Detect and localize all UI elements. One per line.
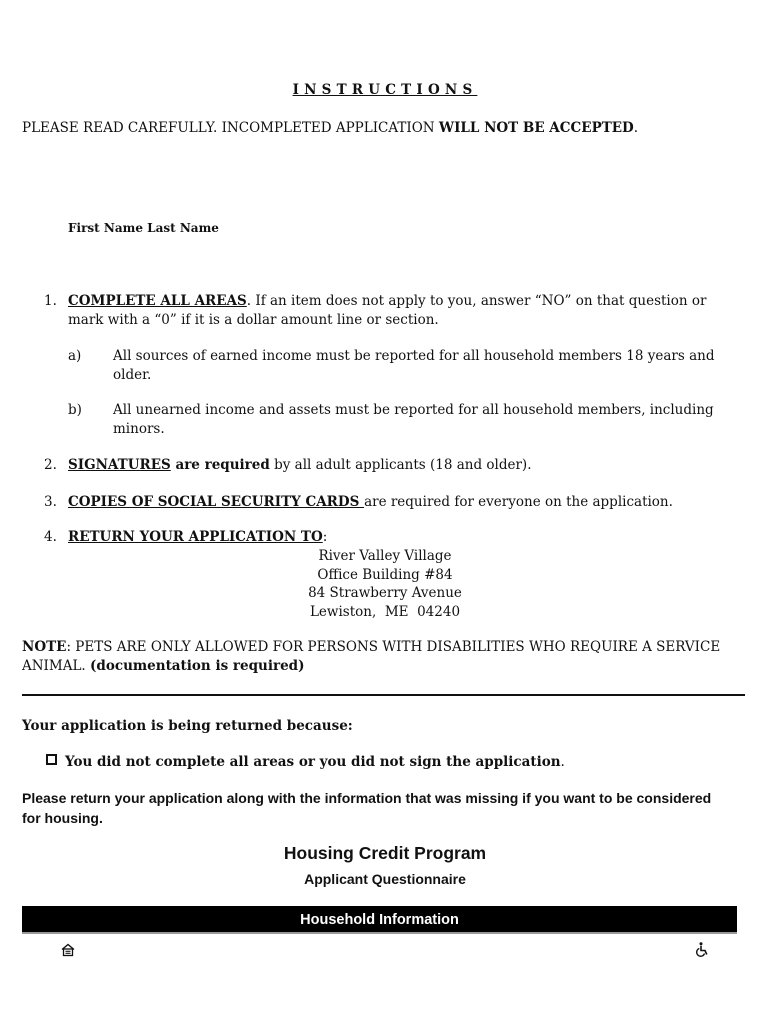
returned-heading: Your application is being returned because: — [22, 718, 353, 734]
address-line-4: Lewiston, ME 04240 — [309, 603, 461, 620]
instruction-item-3 — [44, 493, 744, 512]
item-heading: SIGNATURES — [68, 457, 171, 473]
section-header-edge — [22, 932, 737, 934]
program-subtitle: Applicant Questionnaire — [304, 871, 466, 887]
pets-note — [22, 638, 752, 676]
item-number: 3. — [44, 494, 57, 510]
instruction-subitem-b — [68, 401, 738, 439]
note-text: : PETS ARE ONLY ALLOWED FOR PERSONS WITH DISABILITIES WHO REQUIRE A SERVICE ANIMAL. — [22, 639, 721, 674]
item-text: . If an item does not apply to you, answer “NO” on that question or mark with a “0” if it is a dollar amount line or section. — [68, 293, 707, 328]
page-title: INSTRUCTIONS — [292, 82, 478, 98]
equal-housing-icon — [61, 943, 75, 957]
item-number: 1. — [44, 293, 57, 309]
section-header-label: Household Information — [300, 912, 459, 928]
subitem-letter: a) — [68, 348, 82, 364]
program-title: Housing Credit Program — [283, 843, 487, 863]
return-reason-row — [46, 754, 565, 770]
warning-emphasis: WILL NOT BE ACCEPTED — [438, 120, 634, 136]
item-heading: COMPLETE ALL AREAS — [68, 293, 247, 309]
item-text: : — [322, 529, 328, 545]
subitem-text: All unearned income and assets must be reported for all household members, including minors. — [113, 402, 714, 437]
item-heading: RETURN YOUR APPLICATION TO — [68, 529, 323, 545]
instruction-item-1 — [44, 292, 744, 330]
note-label: NOTE — [22, 639, 67, 655]
household-information-header — [22, 906, 737, 934]
wheelchair-accessible-icon — [695, 942, 709, 957]
item-text: by all adult applicants (18 and older). — [269, 457, 532, 473]
item-text: are required for everyone on the application. — [364, 494, 673, 510]
item-number: 4. — [44, 529, 57, 545]
return-reason-text: You did not complete all areas or you did not sign the application — [65, 754, 561, 770]
warning-prefix: PLEASE READ CAREFULLY. INCOMPLETED APPLICATION — [22, 120, 439, 136]
warning-suffix: . — [633, 120, 639, 136]
return-message: Please return your application along with the information that was missing if you want to be considered for housing. — [22, 790, 712, 826]
instruction-subitem-a — [68, 347, 738, 385]
address-line-2: Office Building #84 — [317, 566, 453, 583]
item-bold-text: are required — [170, 457, 270, 473]
subitem-letter: b) — [68, 402, 82, 418]
instruction-item-4 — [44, 528, 744, 547]
item-number: 2. — [44, 457, 57, 473]
warning-text — [22, 120, 638, 136]
subitem-text: All sources of earned income must be reported for all household members 18 years and older. — [113, 348, 715, 383]
applicant-name-label: First Name Last Name — [68, 221, 219, 235]
note-bold-text: (documentation is required) — [90, 658, 305, 674]
return-reason-suffix: . — [560, 754, 565, 770]
item-heading: COPIES OF SOCIAL SECURITY CARDS — [68, 494, 365, 510]
section-divider — [22, 694, 745, 696]
address-line-1: River Valley Village — [318, 548, 452, 564]
return-reason-checkbox[interactable] — [46, 754, 57, 765]
instruction-item-2 — [44, 456, 744, 475]
address-line-3: 84 Strawberry Avenue — [308, 585, 462, 601]
return-address — [0, 547, 770, 621]
